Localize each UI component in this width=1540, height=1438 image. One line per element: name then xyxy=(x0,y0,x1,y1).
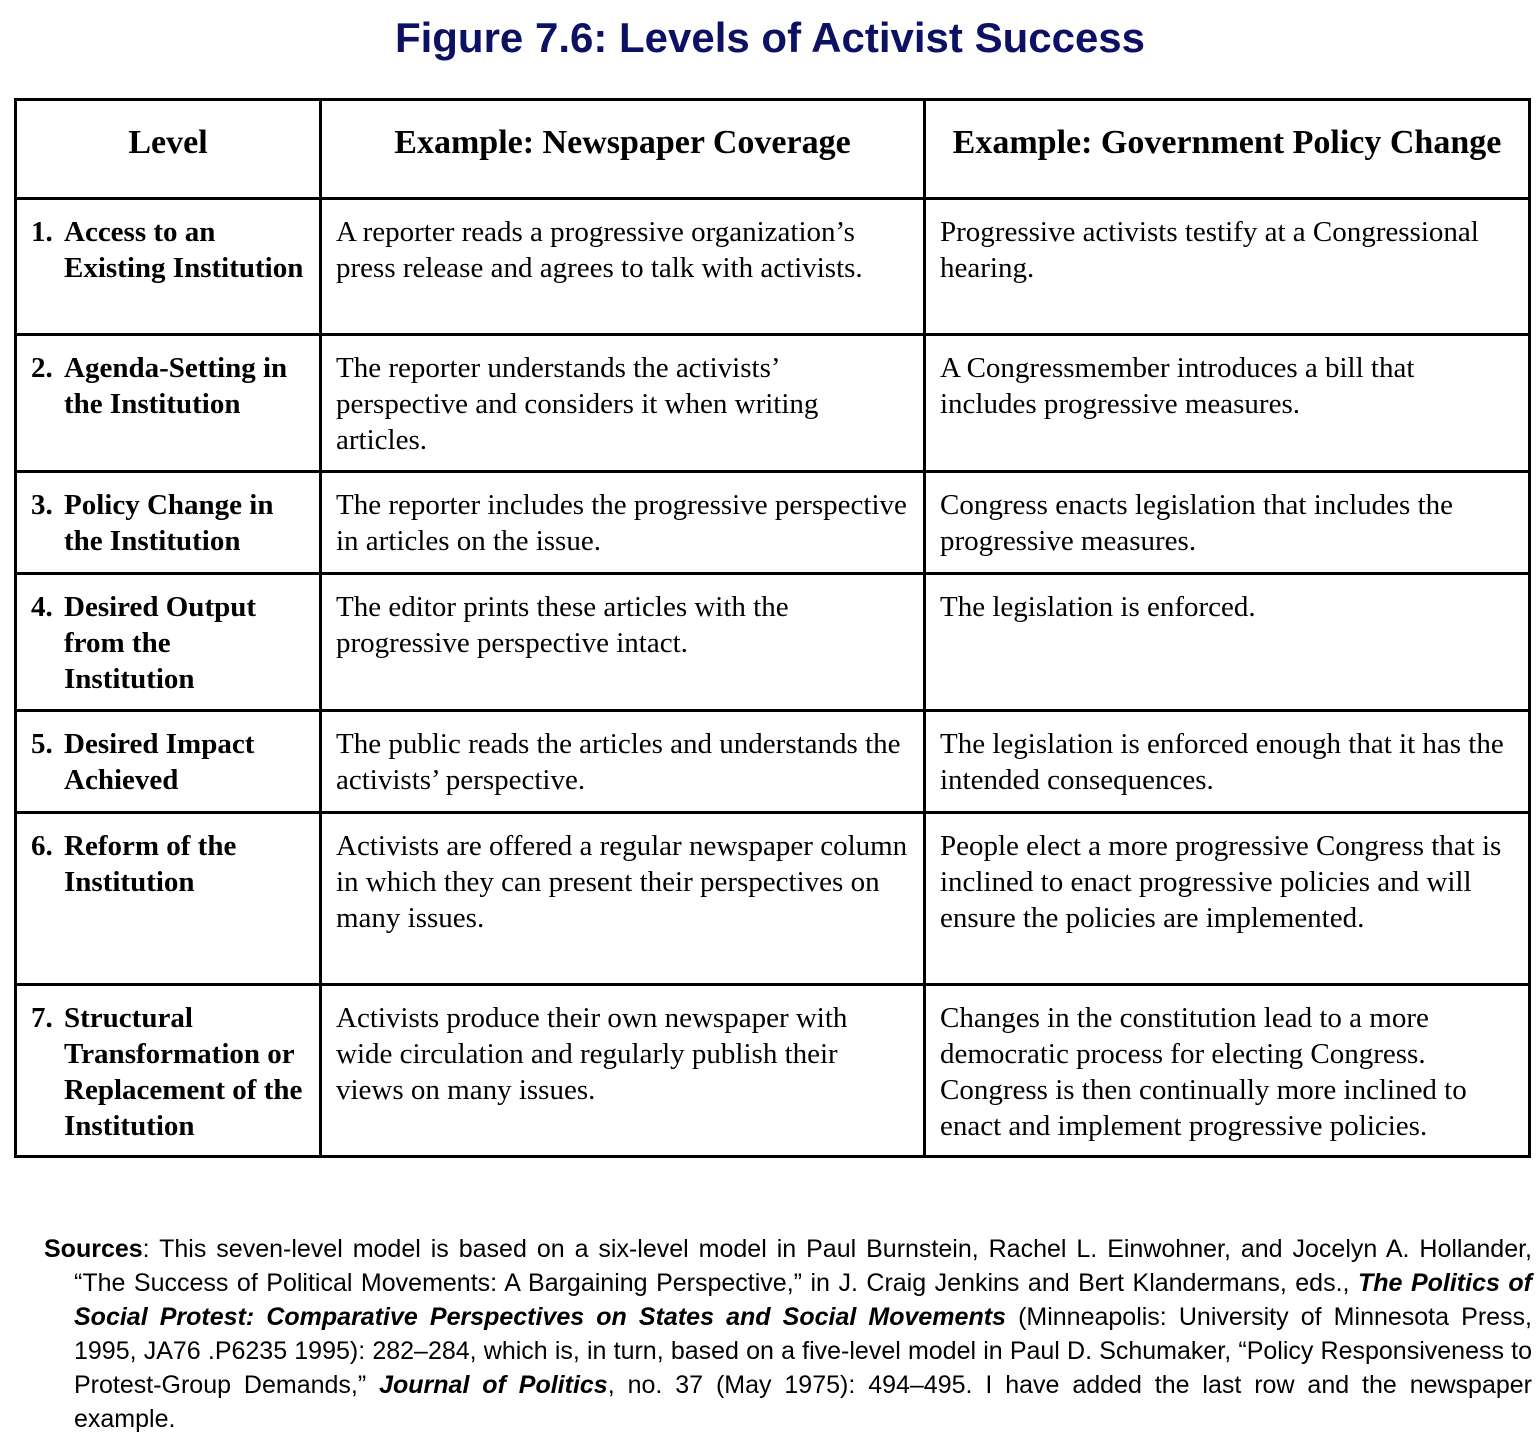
sources-note xyxy=(44,1232,1532,1436)
level-cell xyxy=(16,813,321,985)
newspaper-cell: The editor prints these articles with the progressive perspective intact. xyxy=(321,574,925,711)
header-level: Level xyxy=(16,100,321,199)
level-number: 2. xyxy=(31,352,53,384)
level-number: 1. xyxy=(31,216,53,248)
level-cell xyxy=(16,472,321,574)
table-row xyxy=(16,985,1530,1157)
policy-cell: The legislation is enforced. xyxy=(925,574,1530,711)
table-row xyxy=(16,574,1530,711)
header-newspaper: Example: Newspaper Coverage xyxy=(321,100,925,199)
sources-label: Sources xyxy=(44,1235,143,1263)
policy-cell: The legislation is enforced enough that it has the intended consequences. xyxy=(925,711,1530,813)
level-number: 6. xyxy=(31,830,53,862)
level-cell xyxy=(16,985,321,1157)
newspaper-cell: The public reads the articles and understands the activists’ perspective. xyxy=(321,711,925,813)
level-name: Policy Change in the Institution xyxy=(64,489,274,557)
newspaper-cell: Activists produce their own newspaper with wide circulation and regularly publish their views on many issues. xyxy=(321,985,925,1157)
level-number: 4. xyxy=(31,591,53,623)
policy-cell: People elect a more progressive Congress that is inclined to enact progressive policies and will ensure the policies are implemented. xyxy=(925,813,1530,985)
book-title: The Politics of Social Protest: Comparative Perspectives on States and Social Movements xyxy=(74,1269,1532,1331)
level-cell xyxy=(16,335,321,472)
newspaper-cell: The reporter understands the activists’ perspective and considers it when writing articles. xyxy=(321,335,925,472)
table-row xyxy=(16,335,1530,472)
table-row xyxy=(16,199,1530,335)
level-name: Agenda-Setting in the Institution xyxy=(64,352,288,420)
sources-text: (Minneapolis: University of Minnesota Press, 1995, JA76 .P6235 1995): 282–284, which is, in turn, based on a five-level model in Paul D. Schumaker, “Policy Responsiveness to Protest-Group Demands,” xyxy=(74,1303,1532,1399)
sources-text: : This seven-level model is based on a six-level model in Paul Burnstein, Rachel L. Einwohner, and Jocelyn A. Hollander, “The Success of Political Movements: A Bargaining Perspective,” in J. Craig Jenkins and Bert Klandermans, eds., xyxy=(74,1235,1532,1297)
level-name: Structural Transformation or Replacement of the Institution xyxy=(64,1002,303,1142)
policy-cell: Changes in the constitution lead to a more democratic process for electing Congress. Congress is then continually more inclined to enact and implement progressive policies. xyxy=(925,985,1530,1157)
newspaper-cell: The reporter includes the progressive perspective in articles on the issue. xyxy=(321,472,925,574)
level-name: Access to an Existing Institution xyxy=(64,216,304,284)
level-cell xyxy=(16,711,321,813)
level-cell xyxy=(16,574,321,711)
level-number: 5. xyxy=(31,728,53,760)
level-number: 3. xyxy=(31,489,53,521)
journal-title: Journal of Politics xyxy=(379,1371,608,1399)
header-policy: Example: Government Policy Change xyxy=(925,100,1530,199)
policy-cell: Congress enacts legislation that includes the progressive measures. xyxy=(925,472,1530,574)
level-name: Desired Output from the Institution xyxy=(64,591,257,695)
policy-cell: A Congressmember introduces a bill that includes progressive measures. xyxy=(925,335,1530,472)
newspaper-cell: A reporter reads a progressive organization’s press release and agrees to talk with activists. xyxy=(321,199,925,335)
table-row xyxy=(16,711,1530,813)
level-number: 7. xyxy=(31,1002,53,1034)
table-row xyxy=(16,472,1530,574)
table-row xyxy=(16,813,1530,985)
policy-cell: Progressive activists testify at a Congressional hearing. xyxy=(925,199,1530,335)
levels-table xyxy=(14,98,1531,1158)
level-cell xyxy=(16,199,321,335)
level-name: Reform of the Institution xyxy=(64,830,237,898)
sources-text: , no. 37 (May 1975): 494–495. I have added the last row and the newspaper example. xyxy=(74,1371,1532,1433)
level-name: Desired Impact Achieved xyxy=(64,728,255,796)
figure-title: Figure 7.6: Levels of Activist Success xyxy=(394,14,1146,61)
newspaper-cell: Activists are offered a regular newspaper column in which they can present their perspectives on many issues. xyxy=(321,813,925,985)
table-header-row xyxy=(16,100,1530,199)
